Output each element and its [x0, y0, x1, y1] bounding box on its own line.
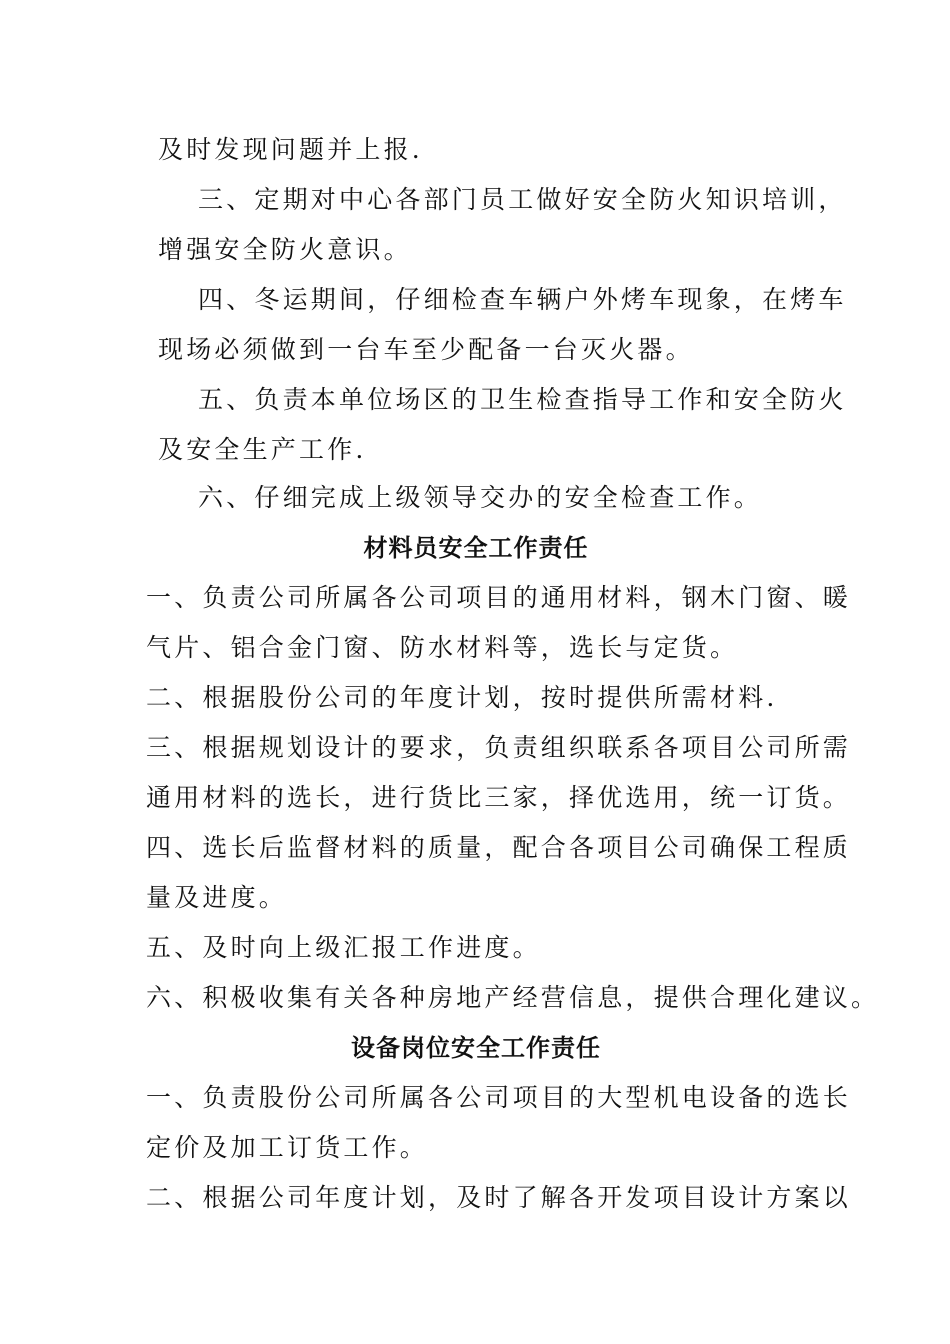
paragraph-line: 及时发现问题并上报.	[158, 135, 423, 164]
paragraph-line: 定价及加工订货工作。	[146, 1133, 429, 1162]
paragraph-line: 四、选长后监督材料的质量，配合各项目公司确保工程质	[146, 833, 852, 862]
paragraph-line: 及安全生产工作.	[158, 435, 367, 464]
paragraph-line: 增强安全防火意识。	[158, 235, 412, 264]
paragraph-line: 一、负责股份公司所属各公司项目的大型机电设备的选长	[146, 1083, 852, 1112]
paragraph-line: 二、根据股份公司的年度计划，按时提供所需材料.	[146, 683, 778, 712]
paragraph-line: 量及进度。	[146, 883, 288, 912]
paragraph-line: 五、负责本单位场区的卫生检查指导工作和安全防火	[198, 385, 847, 414]
section-heading-equipment: 设备岗位安全工作责任	[351, 1034, 601, 1062]
paragraph-line: 三、根据规划设计的要求，负责组织联系各项目公司所需	[146, 733, 852, 762]
paragraph-line: 二、根据公司年度计划，及时了解各开发项目设计方案以	[146, 1183, 852, 1212]
paragraph-line: 六、积极收集有关各种房地产经营信息，提供合理化建议。	[146, 983, 880, 1012]
paragraph-line: 三、定期对中心各部门员工做好安全防火知识培训，	[198, 185, 847, 214]
section-heading-materials: 材料员安全工作责任	[363, 534, 589, 562]
paragraph-line: 气片、铝合金门窗、防水材料等，选长与定货。	[146, 633, 739, 662]
paragraph-line: 通用材料的选长，进行货比三家，择优选用，统一订货。	[146, 783, 852, 812]
paragraph-line: 一、负责公司所属各公司项目的通用材料，钢木门窗、暖	[146, 583, 852, 612]
paragraph-line: 五、及时向上级汇报工作进度。	[146, 933, 541, 962]
paragraph-line: 现场必须做到一台车至少配备一台灭火器。	[158, 335, 694, 364]
paragraph-line: 四、冬运期间，仔细检查车辆户外烤车现象，在烤车	[198, 285, 847, 314]
paragraph-line: 六、仔细完成上级领导交办的安全检查工作。	[198, 483, 763, 512]
